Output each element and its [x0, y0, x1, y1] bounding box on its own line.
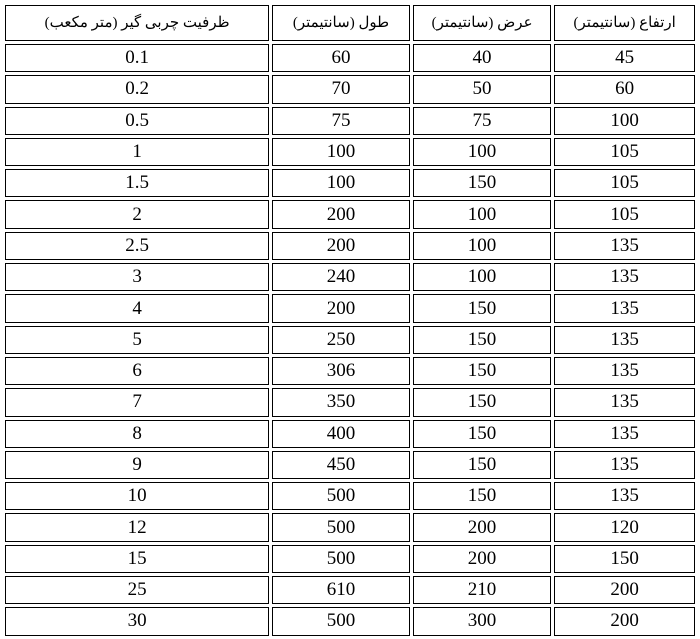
- header-length: طول (سانتیمتر): [272, 5, 410, 41]
- cell-width: 150: [413, 451, 552, 479]
- header-width: عرض (سانتیمتر): [413, 5, 552, 41]
- cell-capacity: 5: [5, 326, 269, 354]
- cell-capacity: 1: [5, 138, 269, 166]
- cell-length: 250: [272, 326, 410, 354]
- cell-width: 200: [413, 513, 552, 541]
- cell-width: 150: [413, 326, 552, 354]
- cell-height: 120: [554, 513, 695, 541]
- cell-height: 135: [554, 263, 695, 291]
- cell-width: 150: [413, 294, 552, 322]
- table-row: [5, 75, 695, 103]
- table-row: [5, 138, 695, 166]
- header-height: ارتفاع (سانتیمتر): [554, 5, 695, 41]
- cell-capacity: 15: [5, 545, 269, 573]
- table-row: [5, 44, 695, 72]
- cell-length: 500: [272, 545, 410, 573]
- cell-height: 150: [554, 545, 695, 573]
- cell-length: 610: [272, 576, 410, 604]
- table-row: [5, 513, 695, 541]
- cell-width: 210: [413, 576, 552, 604]
- table-row: [5, 420, 695, 448]
- table-row: [5, 326, 695, 354]
- cell-length: 450: [272, 451, 410, 479]
- header-row: [5, 5, 695, 41]
- cell-width: 40: [413, 44, 552, 72]
- table-row: [5, 200, 695, 228]
- cell-capacity: 0.5: [5, 107, 269, 135]
- table-row: [5, 232, 695, 260]
- cell-width: 75: [413, 107, 552, 135]
- table-row: [5, 576, 695, 604]
- table-row: [5, 607, 695, 635]
- table-row: [5, 545, 695, 573]
- header-capacity: ظرفیت چربی گیر (متر مکعب): [5, 5, 269, 41]
- cell-height: 45: [554, 44, 695, 72]
- cell-capacity: 3: [5, 263, 269, 291]
- table-row: [5, 107, 695, 135]
- table-row: [5, 263, 695, 291]
- table-row: [5, 451, 695, 479]
- cell-width: 100: [413, 263, 552, 291]
- cell-height: 60: [554, 75, 695, 103]
- cell-height: 135: [554, 232, 695, 260]
- table-row: [5, 294, 695, 322]
- cell-capacity: 1.5: [5, 169, 269, 197]
- cell-length: 306: [272, 357, 410, 385]
- cell-length: 240: [272, 263, 410, 291]
- cell-capacity: 12: [5, 513, 269, 541]
- cell-height: 135: [554, 482, 695, 510]
- cell-capacity: 4: [5, 294, 269, 322]
- cell-height: 105: [554, 138, 695, 166]
- cell-width: 200: [413, 545, 552, 573]
- cell-length: 70: [272, 75, 410, 103]
- cell-capacity: 10: [5, 482, 269, 510]
- cell-capacity: 0.1: [5, 44, 269, 72]
- cell-width: 300: [413, 607, 552, 635]
- cell-capacity: 7: [5, 388, 269, 416]
- cell-capacity: 2: [5, 200, 269, 228]
- cell-length: 100: [272, 169, 410, 197]
- cell-length: 500: [272, 513, 410, 541]
- cell-length: 75: [272, 107, 410, 135]
- cell-length: 500: [272, 482, 410, 510]
- cell-width: 150: [413, 357, 552, 385]
- cell-capacity: 25: [5, 576, 269, 604]
- cell-height: 105: [554, 169, 695, 197]
- cell-length: 350: [272, 388, 410, 416]
- cell-capacity: 30: [5, 607, 269, 635]
- cell-width: 100: [413, 138, 552, 166]
- cell-width: 50: [413, 75, 552, 103]
- cell-height: 100: [554, 107, 695, 135]
- cell-height: 135: [554, 420, 695, 448]
- cell-capacity: 0.2: [5, 75, 269, 103]
- table-row: [5, 357, 695, 385]
- table-header: [5, 5, 695, 41]
- table-body: [5, 44, 695, 636]
- cell-width: 150: [413, 169, 552, 197]
- table-row: [5, 482, 695, 510]
- cell-capacity: 9: [5, 451, 269, 479]
- cell-height: 200: [554, 576, 695, 604]
- cell-height: 135: [554, 326, 695, 354]
- cell-length: 200: [272, 232, 410, 260]
- cell-length: 200: [272, 294, 410, 322]
- cell-width: 100: [413, 232, 552, 260]
- cell-height: 135: [554, 357, 695, 385]
- cell-height: 135: [554, 388, 695, 416]
- cell-height: 200: [554, 607, 695, 635]
- grease-trap-dimensions-table: [2, 2, 698, 639]
- cell-length: 200: [272, 200, 410, 228]
- cell-length: 100: [272, 138, 410, 166]
- cell-width: 150: [413, 420, 552, 448]
- cell-length: 60: [272, 44, 410, 72]
- cell-capacity: 2.5: [5, 232, 269, 260]
- table-row: [5, 169, 695, 197]
- cell-capacity: 6: [5, 357, 269, 385]
- cell-length: 400: [272, 420, 410, 448]
- cell-height: 135: [554, 294, 695, 322]
- cell-width: 150: [413, 388, 552, 416]
- cell-length: 500: [272, 607, 410, 635]
- cell-capacity: 8: [5, 420, 269, 448]
- cell-height: 135: [554, 451, 695, 479]
- cell-height: 105: [554, 200, 695, 228]
- table-row: [5, 388, 695, 416]
- cell-width: 150: [413, 482, 552, 510]
- cell-width: 100: [413, 200, 552, 228]
